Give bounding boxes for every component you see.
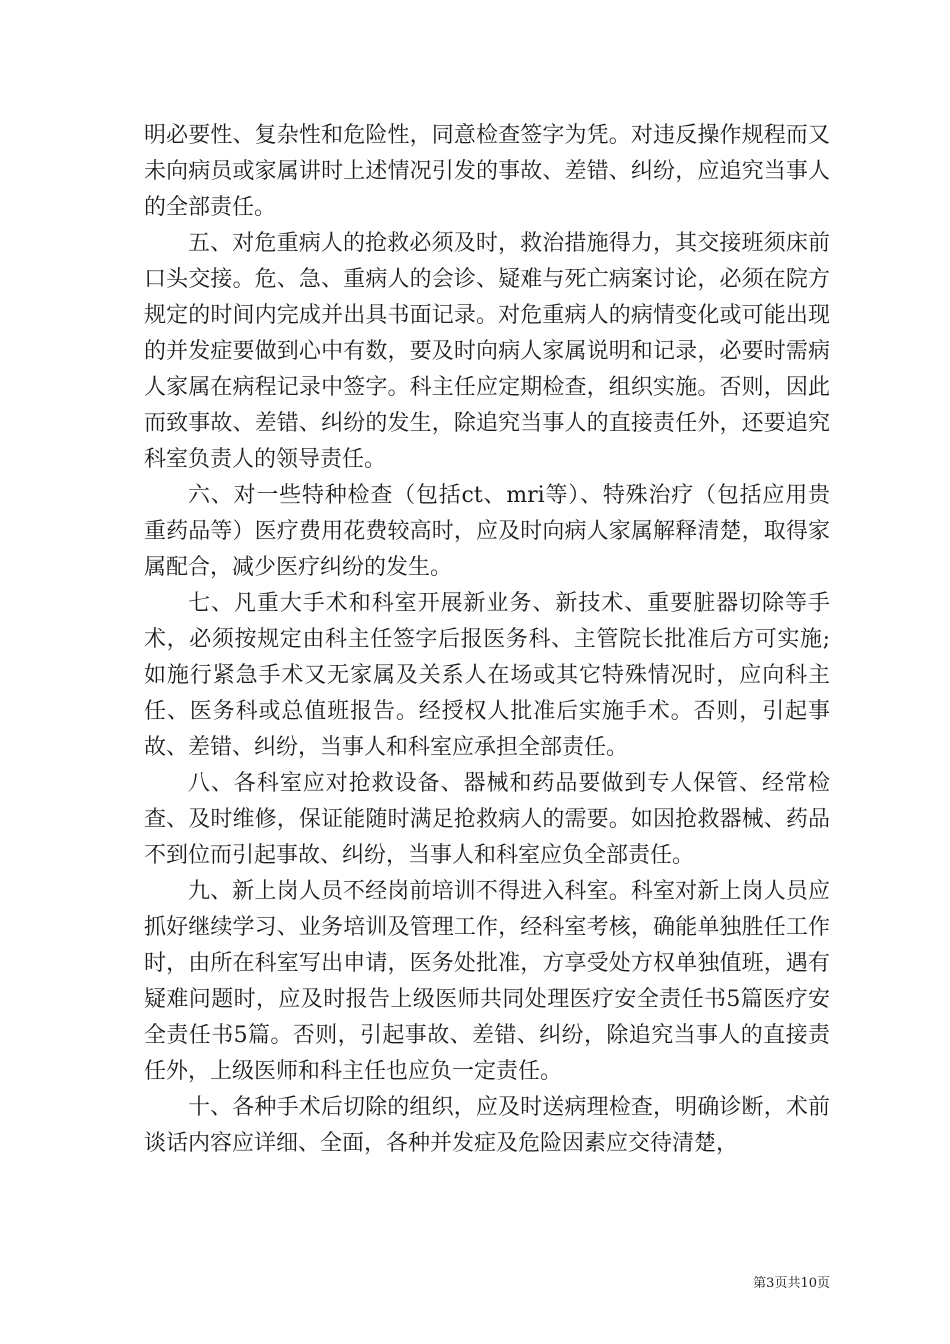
paragraph-continuation: 明必要性、复杂性和危险性，同意检查签字为凭。对违反操作规程而又未向病员或家属讲时上述情况引发的事故、差错、纠纷，应追究当事人的全部责任。 [144, 123, 830, 220]
paragraph-item-9: 九、新上岗人员不经岗前培训不得进入科室。科室对新上岗人员应抓好继续学习、业务培训及管理工作，经科室考核，确能单独胜任工作时，由所在科室写出申请，医务处批准，方享受处方权单独值班，遇有疑难问题时，应及时报告上级医师共同处理医疗安全责任书5篇医疗安全责任书5篇。否则，引起事故、差错、纠纷，除追究当事人的直接责任外，上级医师和科主任也应负一定责任。 [144, 879, 830, 1084]
paragraph-item-8: 八、各科室应对抢救设备、器械和药品要做到专人保管、经常检查、及时维修，保证能随时满足抢救病人的需要。如因抢救器械、药品不到位而引起事故、纠纷，当事人和科室应负全部责任。 [144, 771, 830, 868]
paragraph-item-7: 七、凡重大手术和科室开展新业务、新技术、重要脏器切除等手术，必须按规定由科主任签字后报医务科、主管院长批准后方可实施;如施行紧急手术又无家属及关系人在场或其它特殊情况时，应向科主任、医务科或总值班报告。经授权人批准后实施手术。否则，引起事故、差错、纠纷，当事人和科室应承担全部责任。 [144, 591, 830, 760]
page-number-footer: 第3页共10页 [753, 1276, 830, 1291]
document-body [144, 118, 830, 1162]
paragraph-item-5: 五、对危重病人的抢救必须及时，救治措施得力，其交接班须床前口头交接。危、急、重病人的会诊、疑难与死亡病案讨论，必须在院方规定的时间内完成并出具书面记录。对危重病人的病情变化或可能出现的并发症要做到心中有数，要及时向病人家属说明和记录，必要时需病人家属在病程记录中签字。科主任应定期检查，组织实施。否则，因此而致事故、差错、纠纷的发生，除追究当事人的直接责任外，还要追究科室负责人的领导责任。 [144, 231, 830, 472]
paragraph-item-6: 六、对一些特种检查（包括ct、mri等）、特殊治疗（包括应用贵重药品等）医疗费用花费较高时，应及时向病人家属解释清楚，取得家属配合，减少医疗纠纷的发生。 [144, 483, 830, 580]
paragraph-item-10: 十、各种手术后切除的组织，应及时送病理检查，明确诊断，术前谈话内容应详细、全面，各种并发症及危险因素应交待清楚， [144, 1095, 830, 1156]
